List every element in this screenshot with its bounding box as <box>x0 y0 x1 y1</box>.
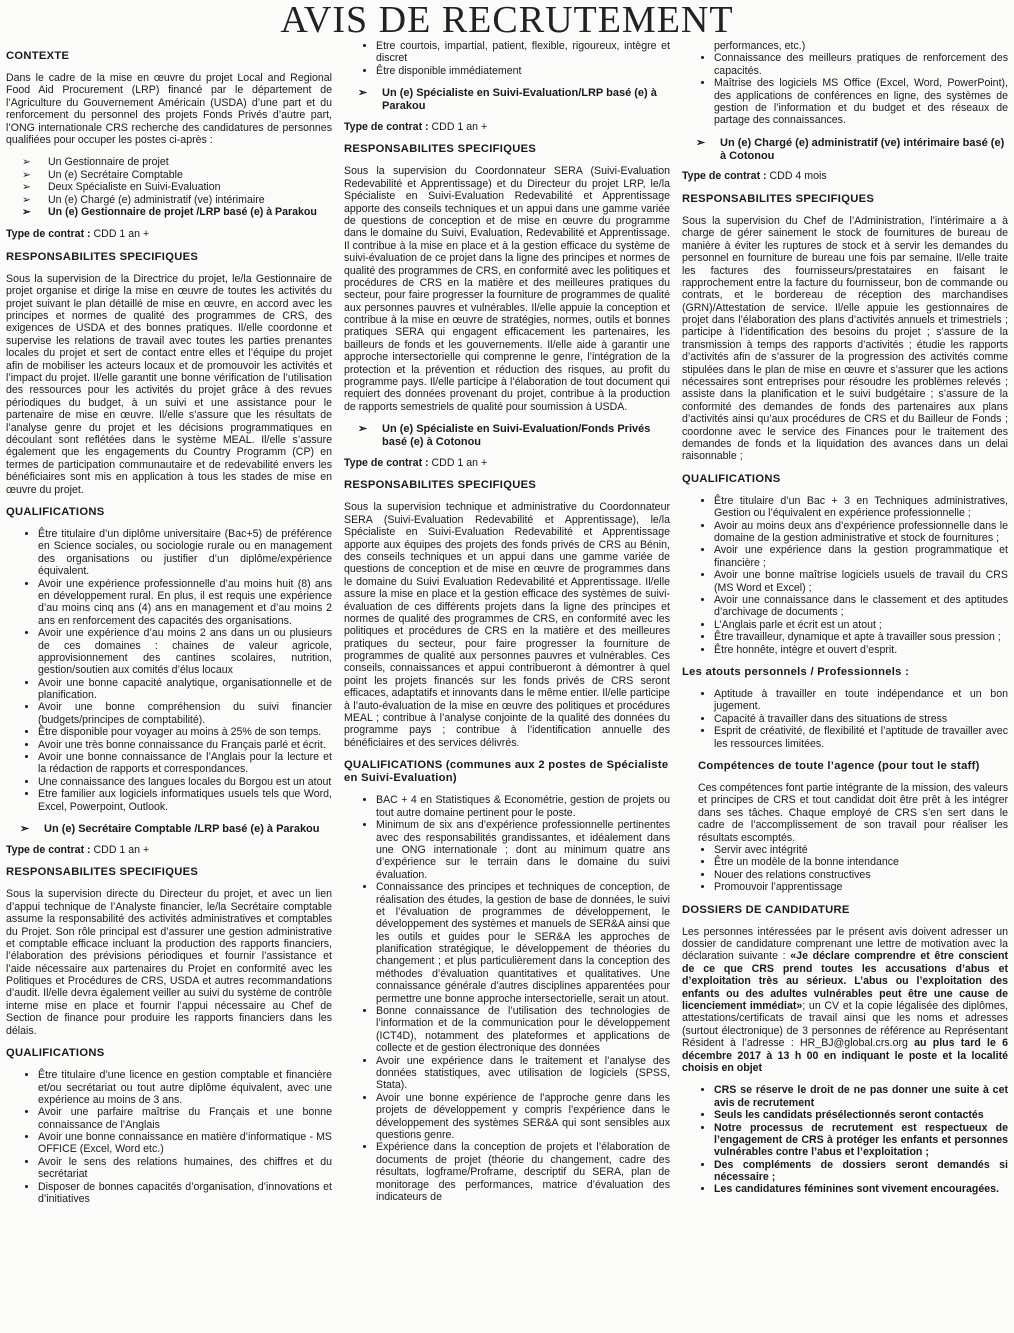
qualifications-list-continued <box>682 40 1008 52</box>
list-item: • Maîtrise des logiciels MS Office (Excel, Word, PowerPoint), des applications de conférences en ligne, des systèmes de gestion de l’information et du budget et des réseaux de partage des connaissances. <box>714 77 1008 127</box>
arrow-icon: ➢ <box>358 87 368 100</box>
list-item: • Esprit de créativité, de flexibilité et l’aptitude de travailler avec les ressources limitées. <box>714 725 1008 750</box>
list-item: • Avoir une bonne connaissance en matière d’informatique - MS OFFICE (Excel, Word etc.) <box>38 1131 332 1156</box>
list-item: • Servir avec intégrité <box>714 844 1008 856</box>
qualifications-list-continued <box>682 52 1008 126</box>
list-item: • Notre processus de recrutement est respectueux de l’engagement de CRS à protéger les enfants et personnes vulnérables contre l’abus et l’exploitation ; <box>714 1122 1008 1159</box>
contract-type: Type de contrat : CDD 4 mois <box>682 170 827 183</box>
list-item: • Avoir une expérience professionnelle d’au moins huit (8) ans en développement rural. En plus, il est requis une expérience d’au moins cinq ans (4) ans en management et d’au moins 2 ans en renforcement des capacités des organisations. <box>38 578 332 628</box>
list-item: • BAC + 4 en Statistiques & Econométrie, gestion de projets ou tout autre domaine pertinent pour le poste. <box>376 794 670 819</box>
list-item: • Avoir une connaissance dans le classement et des aptitudes d’archivage de documents ; <box>714 594 1008 619</box>
list-item: • Avoir une expérience dans le traitement et l’analyse des données statistiques, avec utilisation de logiciels (SPSS, Stata). <box>376 1055 670 1092</box>
list-item: • Aptitude à travailler en toute indépendance et un bon jugement. <box>714 688 1008 713</box>
post-title: ➢ Un (e) Spécialiste en Suivi-Evaluation/LRP basé (e) à Parakou <box>358 87 657 113</box>
post-title: ➢ Un (e) Chargé (e) administratif (ve) intérimaire basé (e) à Cotonou <box>696 136 1005 162</box>
list-item: • Avoir une très bonne connaissance du Français parlé et écrit. <box>38 739 332 751</box>
list-item: • Seuls les candidats présélectionnés seront contactés <box>714 1109 1008 1121</box>
competences-list <box>682 844 1008 894</box>
section-heading: DOSSIERS DE CANDIDATURE <box>682 903 850 916</box>
qualifications-list <box>6 528 332 813</box>
list-item: • Être disponible pour voyager au moins à 25% de son temps. <box>38 726 332 738</box>
section-heading: QUALIFICATIONS (communes aux 2 postes de Spécialiste en Suivi-Evaluation) <box>344 759 669 785</box>
competences-paragraph: Ces compétences font partie intégrante de la mission, des valeurs et principes de CRS et tout candidat doit être prêt à les intégrer dans ses tâches. Chaque employé de CRS s’en sert dans le cadre de l’accomplissement de son travail pour réaliser les résultats escomptés. <box>698 782 1008 844</box>
section-heading: RESPONSABILITES SPECIFIQUES <box>344 479 537 492</box>
list-item: ➢ Un (e) Secrétaire Comptable <box>22 168 183 181</box>
responsibilities-paragraph: Sous la supervision de la Directrice du projet, le/la Gestionnaire de projet organise et dirige la mise en œuvre de toutes les activités du projet suivant le plan détaillé de mise en œuvre, en accord avec les principes et normes de qualité des programmes de CRS, des exigences de USDA et des bonnes pratiques. Il/elle coordonne et supervise les relations de travail avec toutes les parties prenantes locales du projet et sert de contact entre elles et l’équipe du projet afin de mobiliser les acteurs locaux et de promouvoir les activités et l’impact du projet. Il/elle garantit une bonne vérification de l’utilisation des ressources pour les activités du projet grâce à des revues périodiques du budget, à un suivi et une assistance pour le partenaire de mise en œuvre. Il/elle s’assure que les résultats de l’analyse genre du projet et les décisions programmatiques en découlant sont reflétées dans le système MEAL. Il/elle s’assure également que les engagements du Country Programm (CP) en termes de participation communautaire et de redevabilité envers les bénéficiaires sont mis en application à tous les stades de mise en œuvre du projet. <box>6 272 332 496</box>
section-heading: RESPONSABILITES SPECIFIQUES <box>344 143 537 156</box>
contract-type: Type de contrat : CDD 1 an + <box>344 120 488 133</box>
list-item: • Capacité à travailler dans des situations de stress <box>714 713 1008 725</box>
list-item: • Être travailleur, dynamique et apte à travailler sous pression ; <box>714 631 1008 643</box>
section-heading: QUALIFICATIONS <box>682 472 781 485</box>
list-item: performances, etc.) <box>714 40 806 52</box>
list-item: • Être titulaire d’un Bac + 3 en Techniques administratives, Gestion ou l’équivalent en expérience professionnelle ; <box>714 495 1008 520</box>
list-item: • Nouer des relations constructives <box>714 869 1008 881</box>
list-item: • Avoir une bonne connaissance de l’Anglais pour la lecture et la rédaction de rapports et correspondances. <box>38 751 332 776</box>
list-item: ➢ Un (e) Chargé (e) administratif (ve) intérimaire <box>22 193 265 206</box>
contexte-heading: CONTEXTE <box>6 50 70 62</box>
contexte-paragraph: Dans le cadre de la mise en œuvre du projet Local and Regional Food Aid Procurement (LRP) financé par le département de l’Agriculture du Gouvernement Américain (USDA) d’une part et du renforcement du personnel des projets Fonds Privés d’autre part, l’ONG internationale CRS recherche des candidatures de personnes qualifiées pour occuper les postes ci-après : <box>6 72 332 147</box>
list-item: • Expérience dans la conception de projets et l’élaboration de documents de projet (théorie du changement, cadre des résultats, logframe/Proframe, descriptif du SERA, plan de monitorage des performances, matrice d’évaluation des indicateurs de <box>376 1141 670 1203</box>
responsibilities-paragraph: Sous la supervision du Coordonnateur SERA (Suivi-Evaluation Redevabilité et Apprentissage) et du Directeur du projet LRP, le/la Spécialiste en Suivi-Evaluation Redevabilité et Apprentissage apporte des conseils techniques et un appui dans une gamme variée de questions de conception et de mise en œuvre du programme dans le domaine du Suivi, Evaluation, Redevabilité et Apprentissage. Il contribue à la mise en place et à la gestion efficace du système de suivi-évaluation de ce projet dans la ligne des principes et normes de qualité des programmes de CRS, en conformité avec les politiques et procédures de CRS en la matière et des meilleures pratiques du secteur, pour faire progresser la fourniture de programmes de qualité aux personnes pauvres et vulnérables. Il/elle appuie la conception et contribue à la mise en œuvre de stratégies, normes, outils et bonnes pratiques SERA qui engagent efficacement les partenaires, les bailleurs de fonds et les gouvernements. Il/elle aide à garantir une approche intersectorielle qui comprenne le genre, l’intégration de la protection et la prévention et réduction des risques, au profit du programme pays. Il/elle participe à l’élaboration de tout document qui requiert des données provenant du projet, contribue à la production de rapports semestriels de qualité pour soumission à USDA. <box>344 165 670 413</box>
list-item: ➢ Un (e) Gestionnaire de projet /LRP basé (e) à Parakou <box>22 206 317 218</box>
qualifications-list <box>682 495 1008 656</box>
section-heading: RESPONSABILITES SPECIFIQUES <box>682 192 875 205</box>
list-item: • Avoir une bonne capacité analytique, organisationnelle et de planification. <box>38 677 332 702</box>
section-heading: Compétences de toute l’agence (pour tout le staff) <box>698 759 980 772</box>
responsibilities-paragraph: Sous la supervision directe du Directeur du projet, et avec un lien d’appui technique de l’Analyste financier, le/la Secrétaire comptable assume la responsabilité des activités administratives et comptables du Projet. Son rôle principal est d’assurer une gestion administrative et comptable efficace incluant la production des rapports financiers, l’élaboration des prévisions périodiques et fournir l’assistance et l’aide nécessaire aux partenaires du Projet en conformité avec les Politiques et Procédures de CRS, USDA et autres recommandations d’audit. Il/elle devra également veiller au suivi du système de contrôle interne mise en place et fournir l’appui nécessaire au Chef de Section de finance pour produire les rapports financiers dans les délais. <box>6 888 332 1037</box>
list-item: • Être un modèle de la bonne intendance <box>714 856 1008 868</box>
post-title: ➢ Un (e) Secrétaire Comptable /LRP basé (e) à Parakou <box>20 822 320 835</box>
final-notes-list <box>682 1084 1008 1196</box>
page-title: AVIS DE RECRUTEMENT <box>280 0 734 41</box>
list-item: • Avoir une expérience d’au moins 2 ans dans un ou plusieurs de ces domaines : chaines de valeur agricole, approvisionnement des cantines scolaires, nutrition, gestion/soutien aux comités d’élus locaux <box>38 627 332 677</box>
postes-list <box>6 156 332 218</box>
list-item: • Etre courtois, impartial, patient, flexible, rigoureux, intègre et discret <box>376 40 670 65</box>
qualifications-list <box>6 1069 332 1205</box>
arrow-icon: ➢ <box>358 423 368 436</box>
atouts-list <box>682 688 1008 750</box>
list-item: • Avoir une expérience dans la gestion programmatique et financière ; <box>714 544 1008 569</box>
list-item: • Une connaissance des langues locales du Borgou est un atout <box>38 776 332 788</box>
list-item: • Minimum de six ans d’expérience professionnelle pertinentes avec des responsabilités grandissantes, et idéalement dans une ONG internationale ; dont au minimum quatre ans d’expérience sur le terrain dans le domaine du suivi évaluation. <box>376 819 670 881</box>
list-item: • Promouvoir l’apprentissage <box>714 881 1008 893</box>
arrow-icon: ➢ <box>22 156 31 169</box>
dossiers-paragraph: Les personnes intéressées par le présent avis doivent adresser un dossier de candidature comprenant une lettre de motivation avec la déclaration suivante : «Je déclare comprendre et être conscient de ce que CRS prend toutes les accusations d’abus et d’exploitation très au sérieux. L’abus ou l’exploitation des enfants ou des adultes vulnérables peut être une cause de licenciement immédiat»; un CV et la copie légalisée des diplômes, attestations/certificats de travail ainsi que les noms et adresses (surtout électronique) de 3 personnes de référence au Représentant Résident à l’adresse : HR_BJ@global.crs.org au plus tard le 6 décembre 2017 à 13 h 00 en indiquant le poste et la localité choisis en objet <box>682 925 1008 1074</box>
section-heading: QUALIFICATIONS <box>6 1047 105 1060</box>
qualifications-list <box>344 794 670 1203</box>
list-item: • L’Anglais parle et écrit est un atout ; <box>714 619 1008 631</box>
list-item: • Connaissance des principes et techniques de conception, de réalisation des études, la gestion de base de données, le suivi et l’évaluation de programmes de développement, le développement des systèmes et manuels de SER&A ainsi que les outils et guides pour le SER&A les approches de planification stratégique, le développement de théories du changement ; et plus particulièrement dans la conception des méthodes d’évaluation quantitatives et qualitatives. Une connaissance générale d’autres disciplines apparentées pour permettre une bonne approche intersectorielle, serait un atout. <box>376 881 670 1005</box>
contract-type: Type de contrat : CDD 1 an + <box>6 228 150 241</box>
list-item: • Etre familier aux logiciels informatiques usuels tels que Word, Excel, Powerpoint, Outlook. <box>38 788 332 813</box>
section-heading: RESPONSABILITES SPECIFIQUES <box>6 866 199 879</box>
column-3 <box>682 40 1008 1332</box>
arrow-icon: ➢ <box>22 181 31 194</box>
arrow-icon: ➢ <box>22 206 31 218</box>
list-item: • Des compléments de dossiers seront demandés si nécessaire ; <box>714 1159 1008 1184</box>
list-item: ➢ Deux Spécialiste en Suivi-Evaluation <box>22 181 221 194</box>
list-item: • Connaissance des meilleurs pratiques de renforcement des capacités. <box>714 52 1008 77</box>
list-item: • Avoir le sens des relations humaines, des chiffres et du secrétariat <box>38 1156 332 1181</box>
section-heading: QUALIFICATIONS <box>6 505 105 518</box>
list-item: • Être disponible immédiatement <box>376 65 670 77</box>
responsibilities-paragraph: Sous la supervision technique et administrative du Coordonnateur SERA (Suivi-Evaluation Redevabilité et Apprentissage), le/la Spécialiste en Suivi-Evaluation Redevabilité et Apprentissage apporte aux équipes des projets des fonds privés de CRS au Bénin, des conseils techniques et un appui dans une gamme variée de questions de conception et de mise en œuvre de programmes dans le domaine du Suivi Evaluation Redevabilité et Apprentissage. Il/elle assure la mise en place et la gestion efficace des systèmes de suivi-évaluation de ces différents projets dans la ligne des principes et normes de qualité des programmes de CRS, en conformité avec les politiques et procédures de CRS en la matière et des meilleures pratiques du secteur, pour faire progresser la fourniture de programmes de qualité aux personnes pauvres et vulnérables. Ces conseils, connaissances et appui contribueront à démontrer à quel point les projets financés sur les fonds privés de CRS seront efficaces, adaptatifs et innovants dans le même entier. Il/elle participe à l’auto-évaluation de la mise en œuvre des politiques et procédures MEAL ; contribue à l’analyse conjointe de la qualité des données du programme pays ; contribue à l’identification annuelle des bénéficiaires et des services délivrés. <box>344 501 670 749</box>
section-heading: Les atouts personnels / Professionnels : <box>682 665 910 678</box>
section-heading: RESPONSABILITES SPECIFIQUES <box>6 250 199 263</box>
list-item: • Avoir au moins deux ans d’expérience professionnelle dans le domaine de la gestion administrative et stock de fournitures ; <box>714 520 1008 545</box>
qualifications-list-continued <box>344 40 670 77</box>
arrow-icon: ➢ <box>696 136 706 149</box>
arrow-icon: ➢ <box>22 193 31 206</box>
column-2 <box>344 40 670 1332</box>
list-item: • Être honnête, intègre et ouvert d’esprit. <box>714 644 1008 656</box>
arrow-icon: ➢ <box>20 822 30 835</box>
list-item: • Avoir une parfaire maîtrise du Français et une bonne connaissance de l’Anglais <box>38 1106 332 1131</box>
list-item: • Être titulaire d’un diplôme universitaire (Bac+5) de préférence en Science sociales, ou sociologie rurale ou en management des organisations ou justifier d’un diplôme/expérience équivalent. <box>38 528 332 578</box>
contract-type: Type de contrat : CDD 1 an + <box>344 456 488 469</box>
list-item: • Avoir une bonne maîtrise logiciels usuels de travail du CRS (MS Word et Excel) ; <box>714 569 1008 594</box>
post-title: ➢ Un (e) Spécialiste en Suivi-Evaluation/Fonds Privés basé (e) à Cotonou <box>358 423 651 449</box>
list-item: • Avoir une bonne expérience de l’approche genre dans les projets de développement y compris l’expérience dans le développement des systèmes SER&A qui sont sensibles aux questions genre. <box>376 1092 670 1142</box>
list-item: • Être titulaire d’une licence en gestion comptable et financière et/ou secrétariat ou tout autre diplôme équivalent, avec une expérience au moins de 3 ans. <box>38 1069 332 1106</box>
responsibilities-paragraph: Sous la supervision du Chef de l’Administration, l’intérimaire a à charge de gérer sainement le stock de fournitures de bureau de manière à éviter les ruptures de stock et à servir les demandes du personnel en fourniture de bureau une fois par semaine. Il/elle traite les factures des fournisseurs/prestataires en faisant le rapprochement entre la facture du fournisseur, bon de commande ou contrats, et le bordereau de réception des marchandises (GRN)/Attestation de service. Il/elle appuie les gestionnaires de projet dans l’élaboration des plans d’activités annuels et trimestriels ; participe à l’identification des besoins du projet ; s’assure de la transmission à temps des rapports d’activités ; étudie les rapports d’activités afin de s’assurer de la progression des activités comme stipulées dans le plan de mise en œuvre et s’assurer que les actions nécessaires sont entreprises pour résoudre les problèmes relevés ; assiste dans la planification et le suivi budgétaire ; s’assure de la conformité des demandes de fonds des partenaires aux plans d’activités ainsi qu’aux procédures de CRS et du Bailleur de Fonds ; coordonne avec le service des Finances pour le traitement des demandes de fonds et la liquidation des avances dans un delai raisonnable ; <box>682 214 1008 463</box>
list-item: ➢ Un Gestionnaire de projet <box>22 156 169 169</box>
list-item: • CRS se réserve le droit de ne pas donner une suite à cet avis de recrutement <box>714 1084 1008 1109</box>
list-item: • Disposer de bonnes capacités d’organisation, d’innovations et d’initiatives <box>38 1181 332 1206</box>
arrow-icon: ➢ <box>22 168 31 181</box>
list-item: • Les candidatures féminines sont vivement encouragées. <box>714 1183 1008 1195</box>
contract-type: Type de contrat : CDD 1 an + <box>6 843 150 856</box>
column-1 <box>6 40 332 1332</box>
list-item: • Bonne connaissance de l’utilisation des technologies de l’information et de la communication pour le développement (ICT4D), notamment des plateformes et applications de collecte et de gestion électronique des données <box>376 1005 670 1055</box>
list-item: • Avoir une bonne compréhension du suivi financier (budgets/principes de comptabilité). <box>38 701 332 726</box>
